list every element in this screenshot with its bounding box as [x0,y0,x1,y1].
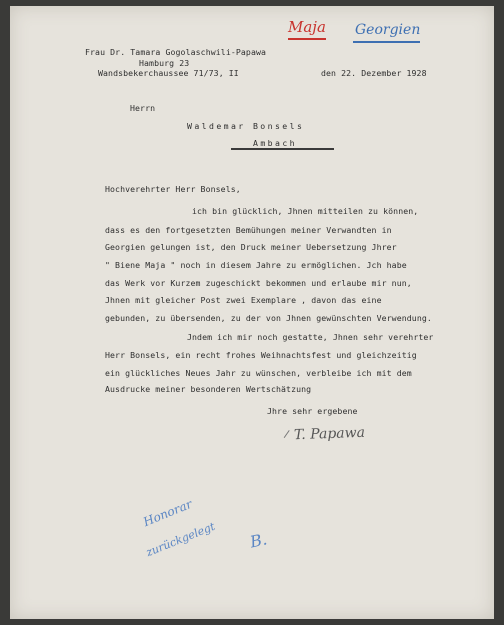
body-line-5: das Werk vor Kurzem zugeschickt bekommen und erlaube mir nun, [105,278,412,288]
letter-date: den 22. Dezember 1928 [321,68,427,78]
signature: T. Papawa [293,424,366,444]
sender-name: Frau Dr. Tamara Gogolaschwili-Papawa [85,47,267,57]
letter-page [10,6,494,619]
greeting: Hochverehrter Herr Bonsels, [105,184,241,194]
body-line-1: ich bin glücklich, Jhnen mitteilen zu können, [192,206,419,216]
body-line-3: Georgien gelungen ist, den Druck meiner Uebersetzung Jhrer [105,242,397,252]
pencil-note-line-2: zurückgelegt [144,519,217,560]
closing: Jhre sehr ergebene [267,406,358,416]
body-line-10: ein glückliches Neues Jahr zu wünschen, verbleibe ich mit dem [105,368,412,378]
sender-city: Hamburg 23 [139,58,190,68]
body-line-7: gebunden, zu übersenden, zu der von Jhnen gewünschten Verwendung. [105,313,432,323]
sender-street: Wandsbekerchaussee 71/73, II [98,68,239,78]
body-line-11: Ausdrucke meiner besonderen Wertschätzung [105,384,312,394]
body-line-6: Jhnen mit gleicher Post zwei Exemplare , davon das eine [105,295,382,305]
body-line-9: Herr Bonsels, ein recht frohes Weihnachtsfest und gleichzeitig [105,350,417,360]
recipient-underline [231,148,334,150]
recipient-place: Ambach [253,138,297,148]
recipient-name: Waldemar Bonsels [187,121,305,131]
body-line-4: " Biene Maja " noch in diesem Jahre zu ermöglichen. Jch habe [105,260,407,270]
body-line-8: Jndem ich mir noch gestatte, Jhnen sehr verehrter [187,332,434,342]
pencil-note-line-1: Honorar [141,496,195,530]
check-mark [276,425,289,438]
pencil-initial: B. [248,529,269,552]
blue-annotation: Georgien [355,22,420,38]
red-annotation: Maja [288,18,326,36]
body-line-2: dass es den fortgesetzten Bemühungen meiner Verwandten in [105,225,392,235]
recipient-salutation: Herrn [130,103,156,113]
